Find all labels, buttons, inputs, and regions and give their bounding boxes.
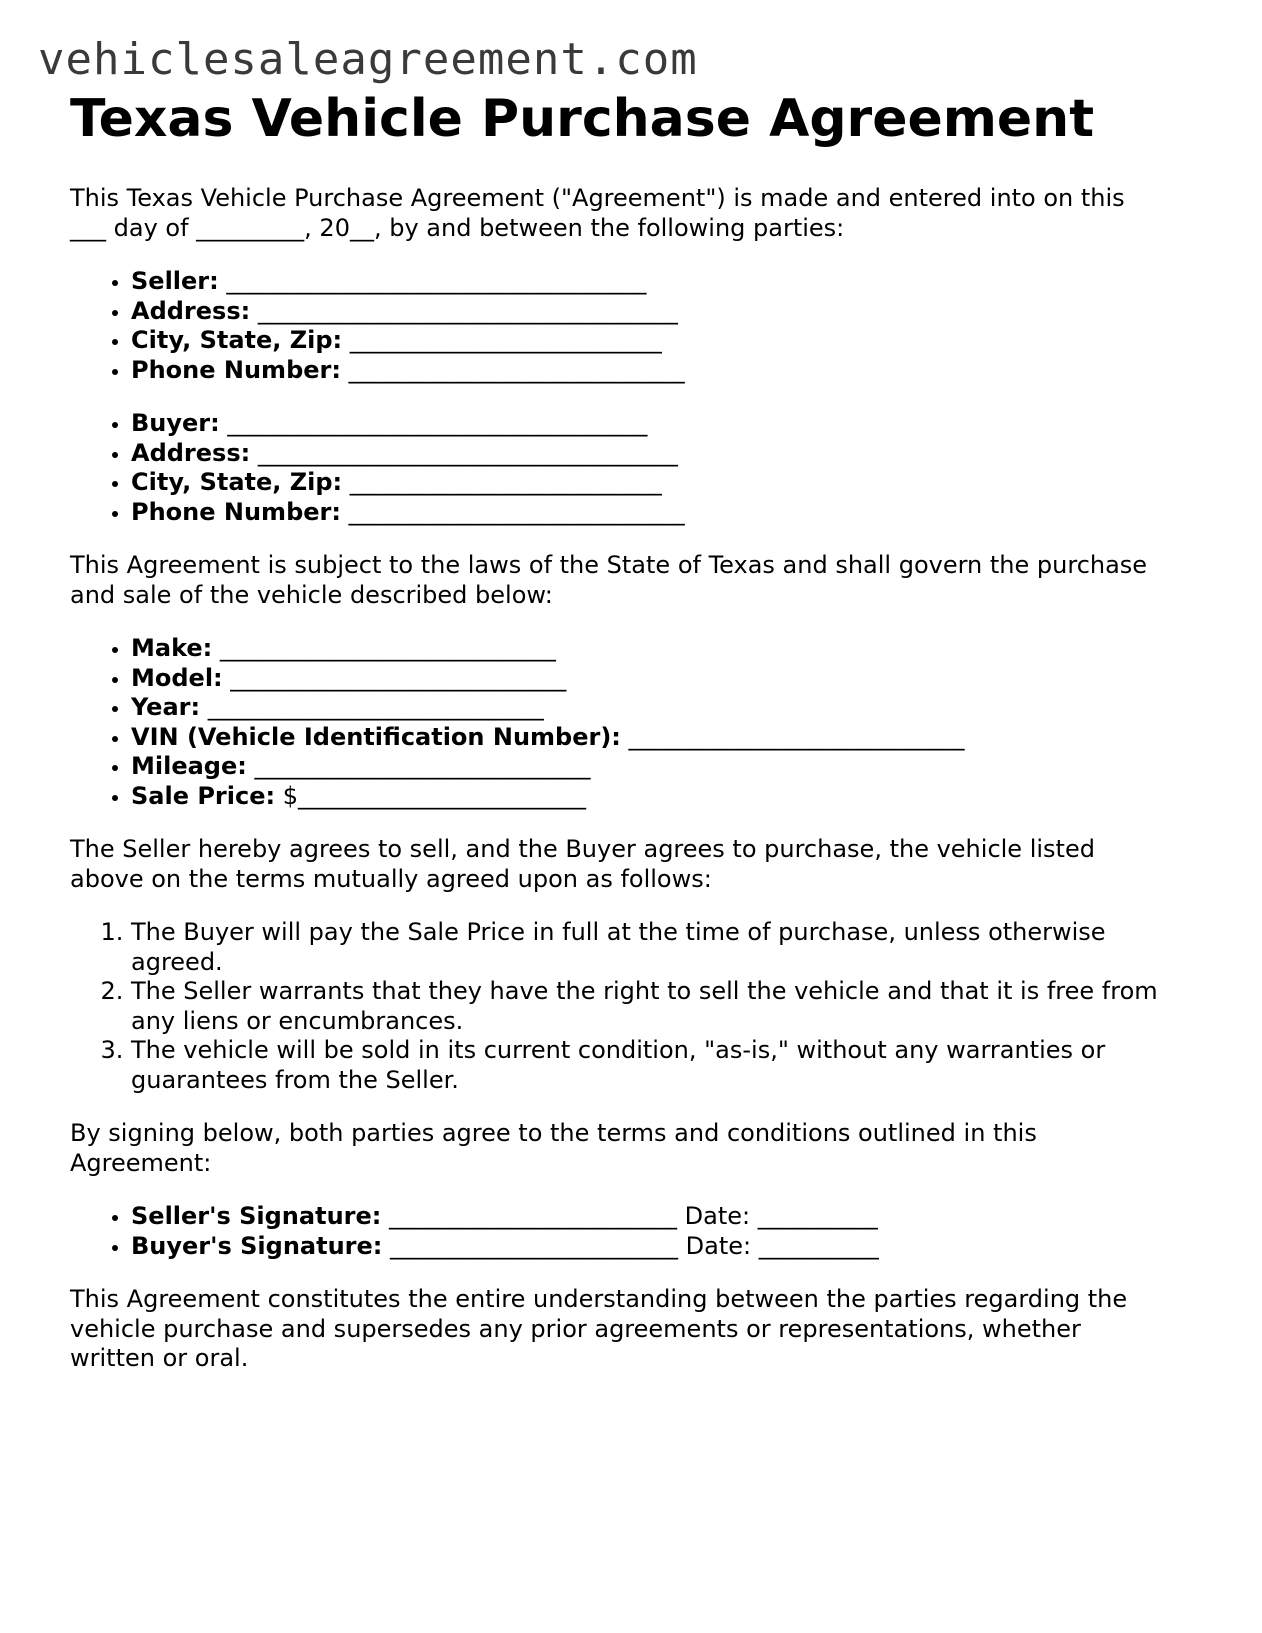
list-item [131, 723, 1200, 753]
seller-signature-field[interactable]: ________________________ [381, 1202, 677, 1230]
signature-list [70, 1202, 1200, 1261]
intro-line-2: ___ day of _________, 20__, by and between the following parties: [70, 213, 845, 242]
seller-phone-field[interactable]: ____________________________ [340, 355, 685, 384]
agreement-document [70, 88, 1200, 1374]
signing-intro-line-1: By signing below, both parties agree to the terms and conditions outlined in this [70, 1119, 1037, 1147]
list-item [131, 634, 1200, 664]
field-label: Buyer's Signature: [131, 1231, 383, 1260]
term-item [131, 918, 1200, 977]
field-label: Phone Number: [131, 355, 341, 384]
seller-city-state-zip-field[interactable]: __________________________ [342, 326, 662, 354]
term-text-cont: guarantees from the Seller. [131, 1065, 459, 1094]
list-item [131, 782, 1200, 812]
list-item [131, 326, 1200, 356]
field-label: City, State, Zip: [131, 468, 343, 496]
seller-info-list [70, 267, 1200, 385]
vehicle-mileage-field[interactable]: ____________________________ [246, 752, 591, 780]
list-item [131, 356, 1200, 386]
list-item [131, 1202, 1200, 1232]
vehicle-year-field[interactable]: ____________________________ [200, 693, 544, 721]
list-item [131, 693, 1200, 723]
field-label: Seller's Signature: [131, 1202, 382, 1230]
field-label: Mileage: [131, 752, 247, 780]
vehicle-details-list [70, 634, 1200, 811]
buyer-city-state-zip-field[interactable]: __________________________ [342, 468, 662, 496]
buyer-address-field[interactable]: ___________________________________ [250, 438, 678, 467]
governing-law-paragraph [70, 551, 1200, 610]
closing-line-1: This Agreement constitutes the entire understanding between the parties regarding the [70, 1285, 1128, 1313]
field-label: Seller: [131, 267, 219, 295]
list-item [131, 664, 1200, 694]
field-label: Buyer: [131, 409, 220, 437]
term-text: The vehicle will be sold in its current condition, "as-is," without any warranties or [131, 1036, 1106, 1064]
law-line-1: This Agreement is subject to the laws of the State of Texas and shall govern the purchase [70, 551, 1148, 579]
term-text: The Seller warrants that they have the right to sell the vehicle and that it is free from [131, 977, 1158, 1005]
list-item [131, 468, 1200, 498]
list-item [131, 752, 1200, 782]
field-label: Model: [131, 663, 223, 692]
field-label: Address: [131, 296, 251, 325]
field-label: Address: [131, 438, 251, 467]
term-text: The Buyer will pay the Sale Price in full at the time of purchase, unless otherwise [131, 918, 1106, 946]
seller-name-field[interactable]: ___________________________________ [218, 267, 647, 295]
buyer-date-field[interactable]: Date: __________ [678, 1231, 879, 1260]
seller-date-field[interactable]: Date: __________ [677, 1202, 878, 1230]
list-item [131, 267, 1200, 297]
field-label: Sale Price: [131, 781, 276, 810]
list-item [131, 297, 1200, 327]
vehicle-make-field[interactable]: ____________________________ [212, 634, 556, 662]
signing-intro-paragraph [70, 1119, 1200, 1178]
closing-line-3: written or oral. [70, 1344, 249, 1372]
seller-address-field[interactable]: ___________________________________ [250, 296, 678, 325]
field-label: Make: [131, 634, 213, 662]
term-item [131, 977, 1200, 1036]
closing-line-2: vehicle purchase and supersedes any prior agreements or representations, whether [70, 1314, 1081, 1343]
term-item [131, 1036, 1200, 1095]
sale-price-field[interactable]: $________________________ [275, 781, 586, 810]
site-watermark: vehiclesaleagreement.com [38, 34, 698, 85]
intro-line-1: This Texas Vehicle Purchase Agreement ("Agreement") is made and entered into on this [70, 184, 1125, 212]
buyer-info-list [70, 409, 1200, 527]
term-text-cont: any liens or encumbrances. [131, 1006, 464, 1035]
field-label: City, State, Zip: [131, 326, 343, 354]
vehicle-vin-field[interactable]: ____________________________ [620, 722, 965, 751]
law-line-2: and sale of the vehicle described below: [70, 580, 553, 609]
list-item [131, 1232, 1200, 1262]
terms-intro-line-2: above on the terms mutually agreed upon as follows: [70, 864, 712, 893]
signing-intro-line-2: Agreement: [70, 1148, 212, 1177]
list-item [131, 498, 1200, 528]
list-item [131, 439, 1200, 469]
vehicle-model-field[interactable]: ____________________________ [222, 663, 567, 692]
terms-intro-paragraph [70, 835, 1200, 894]
terms-list [70, 918, 1200, 1095]
buyer-name-field[interactable]: ___________________________________ [219, 409, 648, 437]
field-label: Phone Number: [131, 497, 341, 526]
closing-paragraph [70, 1285, 1200, 1374]
term-text-cont: agreed. [131, 947, 223, 976]
field-label: Year: [131, 693, 201, 721]
field-label: VIN (Vehicle Identification Number): [131, 722, 621, 751]
buyer-signature-field[interactable]: ________________________ [382, 1231, 679, 1260]
page-title: Texas Vehicle Purchase Agreement [70, 89, 1095, 149]
terms-intro-line-1: The Seller hereby agrees to sell, and the Buyer agrees to purchase, the vehicle listed [70, 835, 1095, 863]
buyer-phone-field[interactable]: ____________________________ [340, 497, 685, 526]
list-item [131, 409, 1200, 439]
intro-paragraph [70, 184, 1200, 243]
